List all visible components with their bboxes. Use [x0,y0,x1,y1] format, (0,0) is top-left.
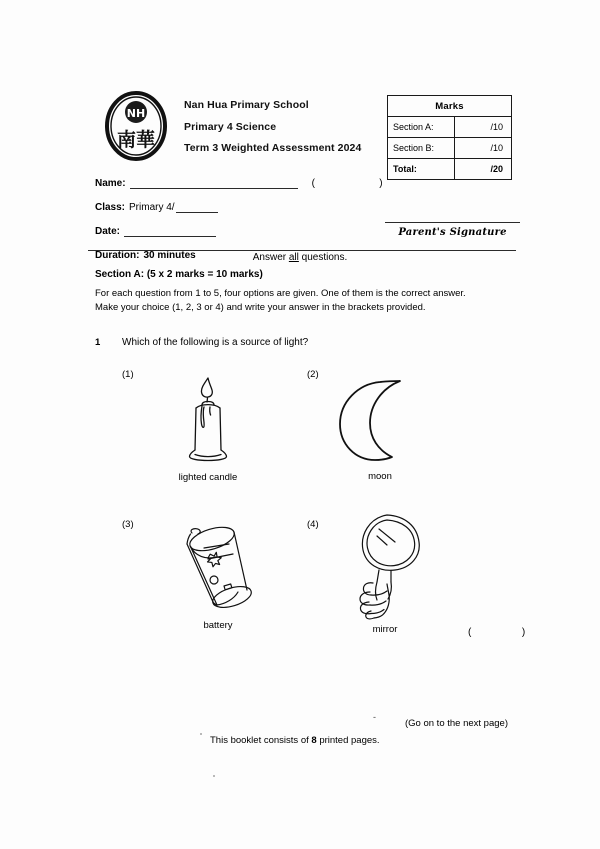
scan-speck [200,733,202,735]
date-row [95,224,425,237]
answer-all-instruction [0,252,600,263]
booklet-prefix: This booklet consists of [210,735,312,746]
table-row [388,96,512,117]
question-text: Which of the following is a source of light? [122,337,309,348]
duration-value: 30 minutes [143,250,196,261]
option-figure-2 [330,375,430,482]
option-caption-3: battery [203,620,233,631]
option-label-1[interactable]: (1) [122,369,134,380]
marks-row-value-section-a[interactable]: /10 [455,117,512,138]
class-value: Primary 4/ [129,202,175,213]
scan-speck [213,775,215,777]
instruction-line-1: For each question from 1 to 5, four options are given. One of them is the correct answer. [95,288,466,299]
marks-row-value-total[interactable]: /20 [455,159,512,180]
name-input[interactable] [130,178,298,189]
marks-table-title: Marks [388,96,512,117]
class-input[interactable] [176,202,218,213]
marks-row-label-section-b: Section B: [388,138,455,159]
booklet-suffix: printed pages. [316,735,380,746]
table-row [388,138,512,159]
option-figure-1 [158,372,258,483]
option-label-2[interactable]: (2) [307,369,319,380]
subject-line: Primary 4 Science [184,120,277,133]
signature-line[interactable] [385,222,520,223]
school-logo-icon [105,90,167,162]
school-name: Nan Hua Primary School [184,99,309,111]
signature-caption: Parent's Signature [398,227,507,238]
assessment-line: Term 3 Weighted Assessment 2024 [184,142,362,154]
name-index-bracket[interactable]: ( ) [311,178,397,189]
option-figure-3 [168,520,268,631]
instruction-line-2: Make your choice (1, 2, 3 or 4) and write your answer in the brackets provided. [95,301,426,313]
option-label-4[interactable]: (4) [307,519,319,530]
option-caption-2: moon [368,471,392,482]
answer-all-underlined: all [288,252,299,263]
option-caption-4: mirror [372,624,398,635]
option-caption-1: lighted candle [178,472,238,483]
duration-label: Duration: [95,250,140,261]
header-divider [88,250,516,251]
option-label-3[interactable]: (3) [122,519,134,530]
go-on-next-page-note: (Go on to the next page) [405,718,508,729]
section-a-instructions [95,287,515,315]
parent-signature-block [385,222,520,238]
date-label: Date: [95,226,121,237]
name-row [95,176,425,189]
class-row [95,200,425,213]
stray-dash-mark: - [373,712,376,722]
marks-row-value-section-b[interactable]: /10 [455,138,512,159]
answer-all-suffix: questions. [298,252,348,263]
class-label: Class: [95,202,126,213]
section-a-heading: Section A: (5 x 2 marks = 10 marks) [95,269,263,280]
answer-all-prefix: Answer [252,252,289,263]
svg-text:南華: 南華 [116,129,156,151]
name-label: Name: [95,178,126,189]
svg-text:NH: NH [126,107,146,120]
booklet-page-count-note [210,735,380,746]
question-answer-bracket[interactable]: ( ) [468,627,541,638]
question-number: 1 [95,337,101,348]
marks-row-label-total: Total: [388,159,455,180]
option-figure-4 [335,512,435,635]
table-row [388,117,512,138]
booklet-pages: 8 [311,735,317,746]
date-input[interactable] [124,226,216,237]
marks-table [387,95,512,180]
marks-row-label-section-a: Section A: [388,117,455,138]
